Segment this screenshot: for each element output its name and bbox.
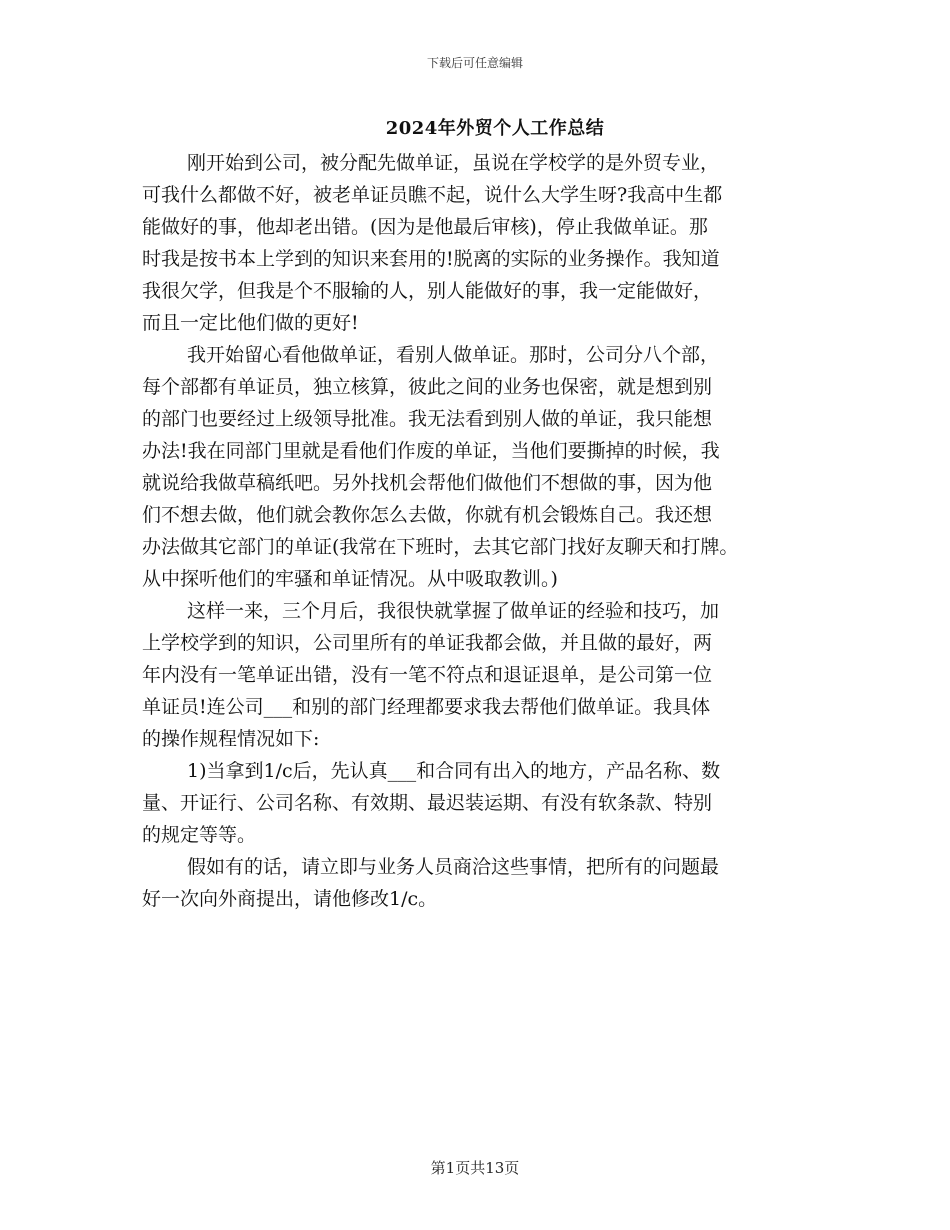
body-line-22: 的规定等等。 [142,824,257,846]
body-line-1: 刚开始到公司，被分配先做单证，虽说在学校学的是外贸专业， [187,152,720,174]
body-line-16: 上学校学到的知识，公司里所有的单证我都会做，并且做的最好，两 [142,632,713,654]
body-line-23: 假如有的话，请立即与业务人员商洽这些事情，把所有的问题最 [187,856,720,878]
body-line-17: 年内没有一笔单证出错，没有一笔不符点和退证退单，是公司第一位 [142,664,713,686]
body-line-9: 的部门也要经过上级领导批准。我无法看到别人做的单证，我只能想 [142,408,713,430]
body-line-8: 每个部都有单证员，独立核算，彼此之间的业务也保密，就是想到别 [142,376,713,398]
body-line-5: 我很欠学，但我是个不服输的人，别人能做好的事，我一定能做好， [142,280,713,302]
body-line-18: 单证员!连公司___和别的部门经理都要求我去帮他们做单证。我具体 [142,696,711,718]
body-line-7: 我开始留心看他做单证，看别人做单证。那时，公司分八个部， [187,344,720,366]
body-line-15: 这样一来，三个月后，我很快就掌握了做单证的经验和技巧，加 [187,600,720,622]
body-line-11: 就说给我做草稿纸吧。另外找机会帮他们做他们不想做的事，因为他 [142,472,713,494]
body-line-10: 办法!我在同部门里就是看他们作废的单证，当他们要撕掉的时候，我 [142,440,720,462]
document-title: 2024年外贸个人工作总结 [385,118,605,139]
body-line-3: 能做好的事，他却老出错。(因为是他最后审核)，停止我做单证。那 [142,216,708,238]
body-line-14: 从中探听他们的牢骚和单证情况。从中吸取教训。) [142,568,558,590]
header-note: 下载后可任意编辑 [426,56,523,70]
body-line-13: 办法做其它部门的单证(我常在下班时，去其它部门找好友聊天和打牌。 [142,536,739,558]
body-line-19: 的操作规程情况如下: [142,728,320,750]
body-line-2: 可我什么都做不好，被老单证员瞧不起，说什么大学生呀?我高中生都 [142,184,723,206]
body-line-4: 时我是按书本上学到的知识来套用的!脱离的实际的业务操作。我知道 [142,248,720,270]
body-line-24: 好一次向外商提出，请他修改1/c。 [142,888,438,910]
document-body [142,147,822,915]
body-line-12: 们不想去做，他们就会教你怎么去做，你就有机会锻炼自己。我还想 [142,504,713,526]
body-line-20: 1)当拿到1/c后，先认真___和合同有出入的地方，产品名称、数 [187,760,721,782]
body-line-21: 量、开证行、公司名称、有效期、最迟装运期、有没有软条款、特别 [142,792,713,814]
body-line-6: 而且一定比他们做的更好! [142,312,359,334]
page-footer: 第1页共13页 [430,1159,520,1177]
